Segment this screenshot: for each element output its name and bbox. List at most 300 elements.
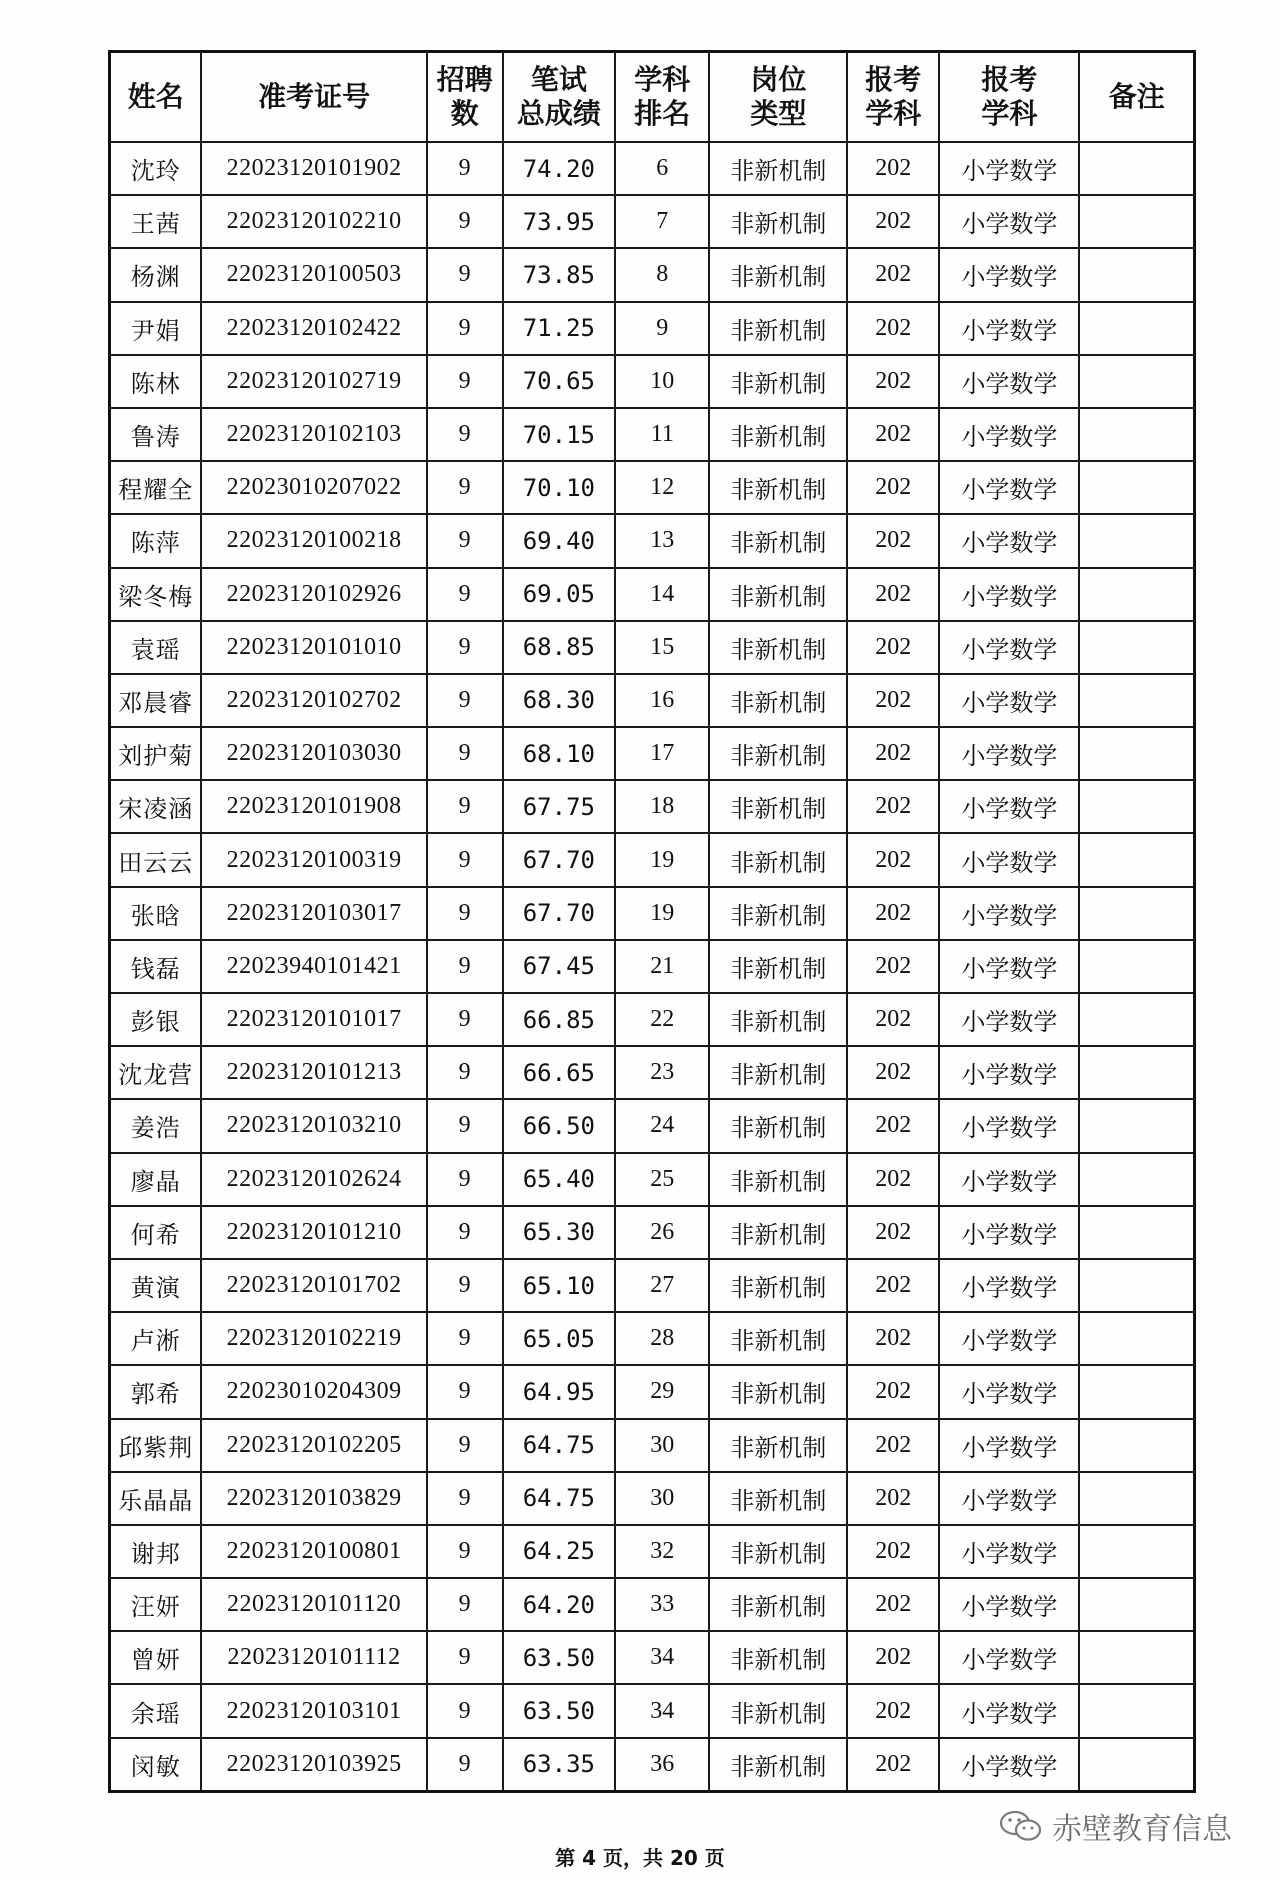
note-cell [1079,195,1194,248]
table-row [110,1153,1195,1206]
rank-cell: 34 [615,1631,709,1684]
rank-cell: 17 [615,727,709,780]
name-cell: 张晗 [110,887,202,940]
note-cell [1079,568,1194,621]
quota-cell: 9 [427,1259,503,1312]
exam-id-cell: 22023120101210 [201,1206,426,1259]
name-cell: 沈龙营 [110,1046,202,1099]
subject-cell: 小学数学 [939,1312,1079,1365]
subject-code-cell: 202 [847,621,939,674]
exam-id-cell: 22023120103925 [201,1738,426,1792]
subject-cell: 小学数学 [939,461,1079,514]
subject-cell: 小学数学 [939,568,1079,621]
subject-cell: 小学数学 [939,195,1079,248]
table-row [110,1472,1195,1525]
rank-cell: 21 [615,940,709,993]
column-header [939,52,1079,143]
exam-id-cell: 22023120102210 [201,195,426,248]
exam-id-cell: 22023120102624 [201,1153,426,1206]
subject-cell: 小学数学 [939,1153,1079,1206]
rank-cell: 19 [615,887,709,940]
exam-id-cell: 22023120102219 [201,1312,426,1365]
name-cell: 刘护菊 [110,727,202,780]
score-cell: 73.95 [503,195,616,248]
exam-id-cell: 22023120103017 [201,887,426,940]
post-type-cell: 非新机制 [709,302,847,355]
name-cell: 闵敏 [110,1738,202,1792]
score-cell: 63.50 [503,1684,616,1737]
table-row [110,302,1195,355]
score-cell: 67.75 [503,780,616,833]
post-type-cell: 非新机制 [709,674,847,727]
quota-cell: 9 [427,1365,503,1418]
exam-id-cell: 22023120100503 [201,248,426,301]
subject-code-cell: 202 [847,302,939,355]
post-type-cell: 非新机制 [709,1259,847,1312]
note-cell [1079,1365,1194,1418]
quota-cell: 9 [427,1046,503,1099]
exam-id-cell: 22023120100801 [201,1525,426,1578]
name-cell: 邱紫荆 [110,1419,202,1472]
quota-cell: 9 [427,1631,503,1684]
subject-code-cell: 202 [847,674,939,727]
subject-cell: 小学数学 [939,142,1079,195]
column-header-line: 学科 [981,97,1038,130]
post-type-cell: 非新机制 [709,940,847,993]
table-row [110,248,1195,301]
column-header-line: 学科 [634,63,691,96]
subject-cell: 小学数学 [939,514,1079,567]
subject-cell: 小学数学 [939,674,1079,727]
column-header-line: 招聘 [436,63,493,96]
quota-cell: 9 [427,727,503,780]
subject-code-cell: 202 [847,248,939,301]
name-cell: 沈玲 [110,142,202,195]
subject-cell: 小学数学 [939,302,1079,355]
subject-cell: 小学数学 [939,1365,1079,1418]
note-cell [1079,1684,1194,1737]
subject-code-cell: 202 [847,195,939,248]
table-row [110,993,1195,1046]
score-cell: 64.75 [503,1419,616,1472]
exam-id-cell: 22023120101010 [201,621,426,674]
rank-cell: 32 [615,1525,709,1578]
post-type-cell: 非新机制 [709,195,847,248]
post-type-cell: 非新机制 [709,727,847,780]
column-header-line: 类型 [750,97,807,130]
rank-cell: 36 [615,1738,709,1792]
score-cell: 64.25 [503,1525,616,1578]
subject-code-cell: 202 [847,1631,939,1684]
post-type-cell: 非新机制 [709,1046,847,1099]
column-header-line: 备注 [1108,80,1165,113]
score-cell: 70.65 [503,355,616,408]
subject-code-cell: 202 [847,1046,939,1099]
table-body [110,142,1195,1791]
exam-id-cell: 22023120101213 [201,1046,426,1099]
rank-cell: 23 [615,1046,709,1099]
note-cell [1079,1099,1194,1152]
subject-cell: 小学数学 [939,1578,1079,1631]
column-header [615,52,709,143]
exam-id-cell: 22023120102719 [201,355,426,408]
score-cell: 68.30 [503,674,616,727]
rank-cell: 13 [615,514,709,567]
post-type-cell: 非新机制 [709,1684,847,1737]
note-cell [1079,780,1194,833]
quota-cell: 9 [427,1312,503,1365]
subject-code-cell: 202 [847,1472,939,1525]
note-cell [1079,248,1194,301]
score-cell: 63.50 [503,1631,616,1684]
exam-id-cell: 22023120100319 [201,833,426,886]
quota-cell: 9 [427,408,503,461]
column-header [110,52,202,143]
table-row [110,940,1195,993]
score-cell: 73.85 [503,248,616,301]
table-row [110,1259,1195,1312]
quota-cell: 9 [427,833,503,886]
rank-cell: 10 [615,355,709,408]
note-cell [1079,355,1194,408]
subject-cell: 小学数学 [939,1259,1079,1312]
exam-id-cell: 22023120102422 [201,302,426,355]
quota-cell: 9 [427,302,503,355]
score-cell: 66.85 [503,993,616,1046]
note-cell [1079,621,1194,674]
column-header [201,52,426,143]
post-type-cell: 非新机制 [709,993,847,1046]
note-cell [1079,408,1194,461]
rank-cell: 30 [615,1472,709,1525]
name-cell: 姜浩 [110,1099,202,1152]
rank-cell: 30 [615,1419,709,1472]
subject-cell: 小学数学 [939,1206,1079,1259]
table-row [110,195,1195,248]
post-type-cell: 非新机制 [709,142,847,195]
name-cell: 尹娟 [110,302,202,355]
post-type-cell: 非新机制 [709,248,847,301]
note-cell [1079,1472,1194,1525]
quota-cell: 9 [427,514,503,567]
subject-cell: 小学数学 [939,355,1079,408]
quota-cell: 9 [427,1684,503,1737]
name-cell: 程耀全 [110,461,202,514]
score-cell: 69.40 [503,514,616,567]
subject-code-cell: 202 [847,1206,939,1259]
column-header-line: 笔试 [530,63,587,96]
note-cell [1079,1046,1194,1099]
quota-cell: 9 [427,1472,503,1525]
note-cell [1079,1419,1194,1472]
watermark [998,1804,1232,1848]
exam-id-cell: 22023120101017 [201,993,426,1046]
rank-cell: 33 [615,1578,709,1631]
table-row [110,833,1195,886]
subject-cell: 小学数学 [939,1472,1079,1525]
note-cell [1079,1259,1194,1312]
note-cell [1079,1525,1194,1578]
column-header-line: 学科 [865,97,922,130]
subject-code-cell: 202 [847,1099,939,1152]
table-row [110,1365,1195,1418]
post-type-cell: 非新机制 [709,1365,847,1418]
exam-id-cell: 22023010204309 [201,1365,426,1418]
subject-cell: 小学数学 [939,833,1079,886]
column-header-line: 准考证号 [258,80,371,113]
post-type-cell: 非新机制 [709,833,847,886]
note-cell [1079,674,1194,727]
table-row [110,1631,1195,1684]
note-cell [1079,514,1194,567]
subject-cell: 小学数学 [939,1631,1079,1684]
quota-cell: 9 [427,1525,503,1578]
subject-cell: 小学数学 [939,1525,1079,1578]
score-cell: 66.50 [503,1099,616,1152]
column-header-line: 岗位 [750,63,807,96]
column-header-line: 排名 [634,97,691,130]
quota-cell: 9 [427,1153,503,1206]
name-cell: 彭银 [110,993,202,1046]
post-type-cell: 非新机制 [709,1525,847,1578]
rank-cell: 29 [615,1365,709,1418]
name-cell: 宋凌涵 [110,780,202,833]
rank-cell: 26 [615,1206,709,1259]
quota-cell: 9 [427,940,503,993]
table-row [110,514,1195,567]
exam-id-cell: 22023010207022 [201,461,426,514]
subject-cell: 小学数学 [939,887,1079,940]
subject-cell: 小学数学 [939,408,1079,461]
rank-cell: 18 [615,780,709,833]
quota-cell: 9 [427,780,503,833]
name-cell: 余瑶 [110,1684,202,1737]
name-cell: 廖晶 [110,1153,202,1206]
subject-code-cell: 202 [847,1419,939,1472]
exam-id-cell: 22023120101908 [201,780,426,833]
score-cell: 65.30 [503,1206,616,1259]
column-header-line: 数 [450,97,479,130]
score-cell: 70.10 [503,461,616,514]
score-cell: 65.10 [503,1259,616,1312]
rank-cell: 19 [615,833,709,886]
table-header [110,52,1195,143]
rank-cell: 27 [615,1259,709,1312]
score-cell: 64.20 [503,1578,616,1631]
post-type-cell: 非新机制 [709,1578,847,1631]
score-cell: 69.05 [503,568,616,621]
subject-cell: 小学数学 [939,248,1079,301]
note-cell [1079,1631,1194,1684]
exam-id-cell: 22023120102103 [201,408,426,461]
column-header [709,52,847,143]
note-cell [1079,833,1194,886]
post-type-cell: 非新机制 [709,887,847,940]
subject-code-cell: 202 [847,514,939,567]
score-cell: 67.70 [503,887,616,940]
exam-id-cell: 22023120103210 [201,1099,426,1152]
subject-code-cell: 202 [847,780,939,833]
exam-id-cell: 22023120102926 [201,568,426,621]
name-cell: 钱磊 [110,940,202,993]
post-type-cell: 非新机制 [709,1472,847,1525]
quota-cell: 9 [427,355,503,408]
table-row [110,674,1195,727]
post-type-cell: 非新机制 [709,1206,847,1259]
name-cell: 乐晶晶 [110,1472,202,1525]
subject-cell: 小学数学 [939,1684,1079,1737]
name-cell: 陈萍 [110,514,202,567]
table-row [110,355,1195,408]
subject-code-cell: 202 [847,1738,939,1792]
rank-cell: 22 [615,993,709,1046]
subject-cell: 小学数学 [939,1419,1079,1472]
page-number: 第 4 页，共 20 页 [555,1846,725,1870]
column-header-line: 总成绩 [516,97,601,130]
quota-cell: 9 [427,993,503,1046]
subject-cell: 小学数学 [939,1738,1079,1792]
subject-code-cell: 202 [847,355,939,408]
rank-cell: 28 [615,1312,709,1365]
subject-code-cell: 202 [847,142,939,195]
table-row [110,780,1195,833]
table-row [110,1312,1195,1365]
name-cell: 王茜 [110,195,202,248]
rank-cell: 11 [615,408,709,461]
post-type-cell: 非新机制 [709,461,847,514]
score-cell: 71.25 [503,302,616,355]
quota-cell: 9 [427,1419,503,1472]
quota-cell: 9 [427,1738,503,1792]
quota-cell: 9 [427,1578,503,1631]
note-cell [1079,1578,1194,1631]
score-cell: 65.40 [503,1153,616,1206]
column-header-line: 姓名 [127,80,184,113]
exam-id-cell: 22023940101421 [201,940,426,993]
note-cell [1079,1312,1194,1365]
rank-cell: 7 [615,195,709,248]
quota-cell: 9 [427,142,503,195]
name-cell: 曾妍 [110,1631,202,1684]
subject-code-cell: 202 [847,1365,939,1418]
note-cell [1079,727,1194,780]
rank-cell: 6 [615,142,709,195]
post-type-cell: 非新机制 [709,408,847,461]
table-row [110,1525,1195,1578]
score-cell: 67.70 [503,833,616,886]
column-header-line: 报考 [981,63,1038,96]
post-type-cell: 非新机制 [709,1419,847,1472]
table-row [110,568,1195,621]
post-type-cell: 非新机制 [709,780,847,833]
quota-cell: 9 [427,1206,503,1259]
subject-code-cell: 202 [847,887,939,940]
name-cell: 汪妍 [110,1578,202,1631]
note-cell [1079,1206,1194,1259]
column-header [847,52,939,143]
table-row [110,727,1195,780]
table-row [110,1099,1195,1152]
exam-id-cell: 22023120101902 [201,142,426,195]
table-row [110,621,1195,674]
subject-cell: 小学数学 [939,1046,1079,1099]
name-cell: 杨渊 [110,248,202,301]
subject-code-cell: 202 [847,1259,939,1312]
score-cell: 63.35 [503,1738,616,1792]
subject-code-cell: 202 [847,1684,939,1737]
table-row [110,1206,1195,1259]
name-cell: 卢淅 [110,1312,202,1365]
header-row [110,52,1195,143]
score-cell: 68.85 [503,621,616,674]
table-row [110,1046,1195,1099]
post-type-cell: 非新机制 [709,568,847,621]
score-cell: 64.75 [503,1472,616,1525]
exam-id-cell: 22023120101702 [201,1259,426,1312]
post-type-cell: 非新机制 [709,1153,847,1206]
score-cell: 74.20 [503,142,616,195]
subject-code-cell: 202 [847,993,939,1046]
rank-cell: 25 [615,1153,709,1206]
subject-cell: 小学数学 [939,780,1079,833]
rank-cell: 16 [615,674,709,727]
score-cell: 64.95 [503,1365,616,1418]
subject-code-cell: 202 [847,833,939,886]
score-cell: 70.15 [503,408,616,461]
post-type-cell: 非新机制 [709,1099,847,1152]
name-cell: 鲁涛 [110,408,202,461]
note-cell [1079,1153,1194,1206]
quota-cell: 9 [427,461,503,514]
exam-id-cell: 22023120102702 [201,674,426,727]
note-cell [1079,461,1194,514]
candidate-table [108,50,1196,1793]
rank-cell: 15 [615,621,709,674]
name-cell: 梁冬梅 [110,568,202,621]
exam-id-cell: 22023120100218 [201,514,426,567]
subject-cell: 小学数学 [939,993,1079,1046]
table-row [110,142,1195,195]
name-cell: 郭希 [110,1365,202,1418]
post-type-cell: 非新机制 [709,355,847,408]
score-cell: 65.05 [503,1312,616,1365]
score-cell: 68.10 [503,727,616,780]
wechat-icon [998,1808,1044,1844]
rank-cell: 24 [615,1099,709,1152]
subject-cell: 小学数学 [939,940,1079,993]
rank-cell: 9 [615,302,709,355]
post-type-cell: 非新机制 [709,1738,847,1792]
post-type-cell: 非新机制 [709,1631,847,1684]
score-cell: 66.65 [503,1046,616,1099]
name-cell: 邓晨睿 [110,674,202,727]
post-type-cell: 非新机制 [709,514,847,567]
table-row [110,1684,1195,1737]
watermark-text: 赤壁教育信息 [1052,1812,1232,1847]
table-row [110,408,1195,461]
rank-cell: 34 [615,1684,709,1737]
exam-id-cell: 22023120102205 [201,1419,426,1472]
subject-code-cell: 202 [847,568,939,621]
quota-cell: 9 [427,568,503,621]
note-cell [1079,1738,1194,1792]
column-header [427,52,503,143]
subject-cell: 小学数学 [939,1099,1079,1152]
subject-code-cell: 202 [847,408,939,461]
rank-cell: 8 [615,248,709,301]
note-cell [1079,142,1194,195]
quota-cell: 9 [427,621,503,674]
